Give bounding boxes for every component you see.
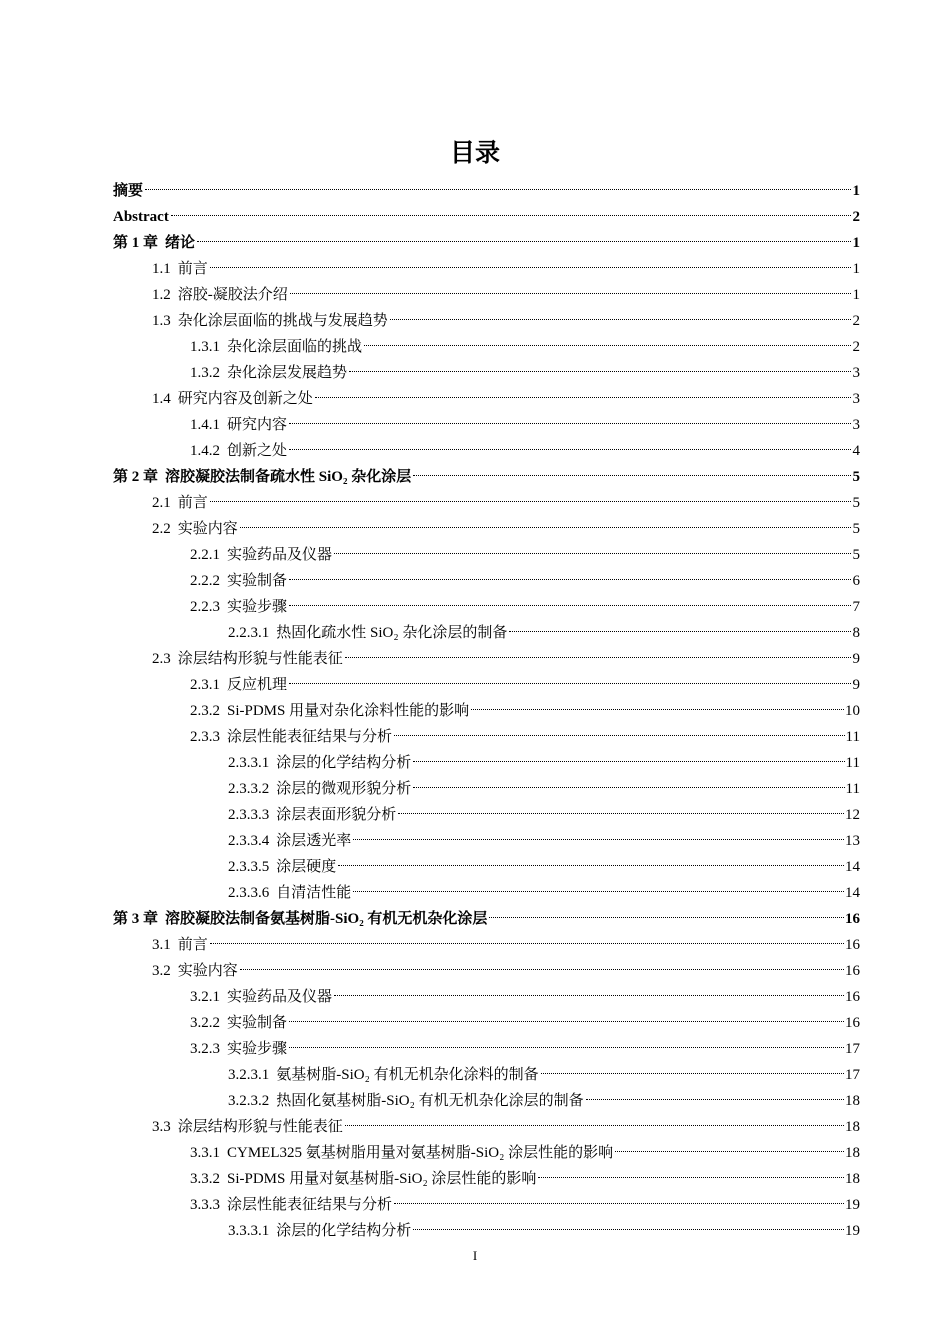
dot-leader xyxy=(390,319,851,320)
page-title: 目录 xyxy=(449,138,500,167)
toc-entry-title: 实验内容 xyxy=(177,963,238,979)
toc-entry-page: 16 xyxy=(845,1015,860,1031)
toc-entry-page: 19 xyxy=(845,1197,860,1213)
toc-entry-title: 涂层的化学结构分析 xyxy=(276,1223,412,1239)
toc-entry-number: 3.3 xyxy=(152,1119,171,1135)
toc-entry[interactable] xyxy=(113,438,860,464)
toc-entry-number: 1.3.2 xyxy=(190,365,220,381)
toc-entry[interactable] xyxy=(113,516,860,542)
toc-entry-number: 1.2 xyxy=(152,287,171,303)
toc-entry[interactable] xyxy=(113,646,860,672)
dot-leader xyxy=(413,761,844,762)
toc-entry[interactable] xyxy=(113,256,860,282)
toc-entry-page: 9 xyxy=(852,677,860,693)
toc-entry-title: 前言 xyxy=(177,495,208,511)
dot-leader xyxy=(315,397,851,398)
toc-entry-title: 前言 xyxy=(177,261,208,277)
toc-entry-number: 2.3.1 xyxy=(190,677,220,693)
dot-leader xyxy=(290,293,851,294)
toc-entry-title: 涂层性能表征结果与分析 xyxy=(227,729,393,745)
dot-leader xyxy=(210,943,844,944)
toc-entry-title: Si-PDMS 用量对杂化涂料性能的影响 xyxy=(227,703,470,719)
toc-entry-title: 涂层透光率 xyxy=(276,833,352,849)
dot-leader xyxy=(349,371,851,372)
toc-entry-page: 8 xyxy=(852,625,860,641)
toc-entry-number: 3.3.2 xyxy=(190,1171,220,1187)
dot-leader xyxy=(145,189,851,190)
toc-entry[interactable] xyxy=(113,1192,860,1218)
dot-leader xyxy=(394,1203,844,1204)
toc-entry-page: 18 xyxy=(845,1119,860,1135)
toc-entry[interactable] xyxy=(113,1114,860,1140)
dot-leader xyxy=(240,527,851,528)
toc-entry-title: 涂层性能表征结果与分析 xyxy=(227,1197,393,1213)
toc-entry-number: 第 2 章 xyxy=(113,469,159,485)
toc-entry[interactable] xyxy=(113,204,860,230)
toc-entry[interactable] xyxy=(113,1140,860,1166)
toc-entry-title: 实验步骤 xyxy=(227,599,288,615)
toc-entry-number: 3.2.1 xyxy=(190,989,220,1005)
toc-entry[interactable] xyxy=(113,334,860,360)
dot-leader xyxy=(489,917,844,918)
toc-entry-page: 7 xyxy=(852,599,860,615)
dot-leader xyxy=(338,865,844,866)
toc-entry[interactable] xyxy=(113,906,860,932)
dot-leader xyxy=(171,215,851,216)
dot-leader xyxy=(586,1099,844,1100)
toc-entry-title: 自清洁性能 xyxy=(276,885,352,901)
dot-leader xyxy=(413,475,851,476)
dot-leader xyxy=(289,1021,844,1022)
toc-entry-title: 实验步骤 xyxy=(227,1041,288,1057)
toc-entry-page: 18 xyxy=(845,1145,860,1161)
toc-entry[interactable] xyxy=(113,386,860,412)
toc-entry-page: 16 xyxy=(845,963,860,979)
toc-entry[interactable] xyxy=(113,1062,860,1088)
dot-leader xyxy=(345,1125,844,1126)
dot-leader xyxy=(289,683,851,684)
toc-entry[interactable] xyxy=(113,568,860,594)
toc-entry-page: 14 xyxy=(845,885,860,901)
toc-entry-title: 前言 xyxy=(177,937,208,953)
dot-leader xyxy=(289,1047,844,1048)
toc-entry-title: 绪论 xyxy=(165,235,196,251)
toc-entry-page: 11 xyxy=(845,729,860,745)
toc-entry-page: 2 xyxy=(852,209,860,225)
toc-entry[interactable] xyxy=(113,282,860,308)
toc-entry-title: 摘要 xyxy=(113,183,144,199)
toc-entry[interactable] xyxy=(113,1088,860,1114)
toc-entry[interactable] xyxy=(113,880,860,906)
toc-entry-page: 16 xyxy=(845,937,860,953)
toc-entry-title: 实验药品及仪器 xyxy=(227,547,333,563)
toc-entry-number: 2.3.3.2 xyxy=(228,781,270,797)
toc-entry-page: 18 xyxy=(845,1171,860,1187)
toc-entry[interactable] xyxy=(113,776,860,802)
toc-entry-number: 1.3.1 xyxy=(190,339,220,355)
toc-entry[interactable] xyxy=(113,958,860,984)
toc-entry-page: 1 xyxy=(852,183,860,199)
toc-entry-title: 溶胶凝胶法制备疏水性 SiO₂ 杂化涂层 xyxy=(165,469,412,485)
dot-leader xyxy=(398,813,844,814)
toc-entry-title: 实验内容 xyxy=(177,521,238,537)
toc-entry-title: 溶胶凝胶法制备氨基树脂-SiO₂ 有机无机杂化涂层 xyxy=(165,911,488,927)
toc-entry-number: 2.1 xyxy=(152,495,171,511)
dot-leader xyxy=(353,839,844,840)
toc-entry-page: 9 xyxy=(852,651,860,667)
dot-leader xyxy=(413,1229,844,1230)
toc-entry[interactable] xyxy=(113,1010,860,1036)
toc-entry-title: 研究内容及创新之处 xyxy=(177,391,313,407)
toc-entry-page: 13 xyxy=(845,833,860,849)
toc-entry[interactable] xyxy=(113,178,860,204)
toc-entry-title: 实验制备 xyxy=(227,1015,288,1031)
toc-entry-page: 10 xyxy=(845,703,860,719)
dot-leader xyxy=(289,449,851,450)
toc-entry-page: 4 xyxy=(852,443,860,459)
toc-entry-title: 涂层表面形貌分析 xyxy=(276,807,397,823)
toc-entry-number: 1.4 xyxy=(152,391,171,407)
toc-entry-number: 1.4.2 xyxy=(190,443,220,459)
toc-entry[interactable] xyxy=(113,932,860,958)
toc-entry-page: 2 xyxy=(852,339,860,355)
toc-entry-title: 杂化涂层发展趋势 xyxy=(227,365,348,381)
toc-entry-title: 反应机理 xyxy=(227,677,288,693)
toc-entry-number: 2.2.3 xyxy=(190,599,220,615)
dot-leader xyxy=(334,553,851,554)
toc-entry-number: 2.2.3.1 xyxy=(228,625,270,641)
toc-entry-number: 1.4.1 xyxy=(190,417,220,433)
dot-leader xyxy=(364,345,851,346)
toc-entry-number: 1.1 xyxy=(152,261,171,277)
toc-entry-page: 1 xyxy=(852,287,860,303)
toc-entry-page: 6 xyxy=(852,573,860,589)
toc-entry-title: 涂层的微观形貌分析 xyxy=(276,781,412,797)
toc-entry-title: 杂化涂层面临的挑战 xyxy=(227,339,363,355)
toc-entry[interactable] xyxy=(113,490,860,516)
toc-entry-page: 18 xyxy=(845,1093,860,1109)
toc-entry[interactable] xyxy=(113,594,860,620)
toc-entry-number: 2.3 xyxy=(152,651,171,667)
dot-leader xyxy=(197,241,851,242)
toc-entry-page: 1 xyxy=(852,235,860,251)
toc-entry[interactable] xyxy=(113,698,860,724)
toc-entry-number: 2.2 xyxy=(152,521,171,537)
toc-entry[interactable] xyxy=(113,828,860,854)
toc-entry-page: 3 xyxy=(852,417,860,433)
toc-entry-page: 11 xyxy=(845,755,860,771)
dot-leader xyxy=(210,501,851,502)
toc-entry-number: 3.3.3 xyxy=(190,1197,220,1213)
toc-entry-title: 实验药品及仪器 xyxy=(227,989,333,1005)
toc-entry-title: 涂层结构形貌与性能表征 xyxy=(177,651,343,667)
toc-entry[interactable] xyxy=(113,620,860,646)
toc-entry-title: 杂化涂层面临的挑战与发展趋势 xyxy=(177,313,388,329)
toc-entry-page: 1 xyxy=(852,261,860,277)
toc-entry-title: 涂层结构形貌与性能表征 xyxy=(177,1119,343,1135)
toc-entry-number: 3.2 xyxy=(152,963,171,979)
toc-entry-page: 11 xyxy=(845,781,860,797)
toc-entry-title: 涂层的化学结构分析 xyxy=(276,755,412,771)
toc-entry[interactable] xyxy=(113,984,860,1010)
toc-entry[interactable] xyxy=(113,464,860,490)
dot-leader xyxy=(538,1177,844,1178)
dot-leader xyxy=(353,891,844,892)
toc-entry[interactable] xyxy=(113,412,860,438)
toc-entry-number: 2.2.2 xyxy=(190,573,220,589)
dot-leader xyxy=(289,423,851,424)
toc-entry[interactable] xyxy=(113,854,860,880)
toc-entry[interactable] xyxy=(113,308,860,334)
toc-entry-title: 氨基树脂-SiO₂ 有机无机杂化涂料的制备 xyxy=(276,1067,539,1083)
toc-entry-number: 第 1 章 xyxy=(113,235,159,251)
toc-entry-number: 2.3.3.3 xyxy=(228,807,270,823)
toc-entry[interactable] xyxy=(113,1218,860,1244)
toc-entry-title: 创新之处 xyxy=(227,443,288,459)
dot-leader xyxy=(345,657,851,658)
toc-entry-page: 3 xyxy=(852,365,860,381)
toc-entry-page: 17 xyxy=(845,1041,860,1057)
toc-entry[interactable] xyxy=(113,360,860,386)
dot-leader xyxy=(509,631,851,632)
toc-entry-page: 5 xyxy=(852,521,860,537)
toc-entry-number: 2.3.3.5 xyxy=(228,859,270,875)
toc-entry-number: 3.2.2 xyxy=(190,1015,220,1031)
toc-entry-number: 2.3.2 xyxy=(190,703,220,719)
toc-entry-page: 5 xyxy=(852,495,860,511)
toc-entry-page: 14 xyxy=(845,859,860,875)
dot-leader xyxy=(334,995,844,996)
toc-entry[interactable] xyxy=(113,724,860,750)
toc-entry-page: 17 xyxy=(845,1067,860,1083)
dot-leader xyxy=(471,709,844,710)
toc-entry-number: 2.3.3 xyxy=(190,729,220,745)
toc-entry-number: 3.3.3.1 xyxy=(228,1223,270,1239)
toc-entry-number: 2.3.3.4 xyxy=(228,833,270,849)
toc-entry-page: 3 xyxy=(852,391,860,407)
toc-entry-page: 19 xyxy=(845,1223,860,1239)
toc-entry-number: 2.3.3.6 xyxy=(228,885,270,901)
toc-entry-page: 5 xyxy=(852,469,860,485)
toc-entry-title: CYMEL325 氨基树脂用量对氨基树脂-SiO₂ 涂层性能的影响 xyxy=(227,1145,614,1161)
dot-leader xyxy=(394,735,845,736)
dot-leader xyxy=(289,579,851,580)
dot-leader xyxy=(240,969,844,970)
toc-entry[interactable] xyxy=(113,542,860,568)
toc-entry-title: 涂层硬度 xyxy=(276,859,337,875)
toc-entry[interactable] xyxy=(113,1036,860,1062)
table-of-contents xyxy=(113,178,860,1244)
page-number: I xyxy=(472,1248,478,1263)
toc-entry-number: 1.3 xyxy=(152,313,171,329)
dot-leader xyxy=(541,1073,844,1074)
toc-entry[interactable] xyxy=(113,1166,860,1192)
toc-entry-page: 2 xyxy=(852,313,860,329)
toc-entry[interactable] xyxy=(113,802,860,828)
toc-entry-number: 2.3.3.1 xyxy=(228,755,270,771)
toc-entry-title: 溶胶-凝胶法介绍 xyxy=(177,287,288,303)
toc-entry-page: 16 xyxy=(845,911,860,927)
dot-leader xyxy=(413,787,844,788)
toc-entry-page: 5 xyxy=(852,547,860,563)
toc-entry-title: Abstract xyxy=(113,209,169,225)
toc-entry-number: 3.2.3.2 xyxy=(228,1093,270,1109)
toc-entry-number: 3.2.3 xyxy=(190,1041,220,1057)
toc-entry-page: 12 xyxy=(845,807,860,823)
toc-entry[interactable] xyxy=(113,230,860,256)
toc-entry-number: 3.2.3.1 xyxy=(228,1067,270,1083)
toc-entry-page: 16 xyxy=(845,989,860,1005)
toc-entry-number: 3.3.1 xyxy=(190,1145,220,1161)
toc-entry-number: 第 3 章 xyxy=(113,911,159,927)
toc-entry-title: 研究内容 xyxy=(227,417,288,433)
toc-entry-number: 2.2.1 xyxy=(190,547,220,563)
toc-entry-title: Si-PDMS 用量对氨基树脂-SiO₂ 涂层性能的影响 xyxy=(227,1171,537,1187)
toc-entry-title: 热固化氨基树脂-SiO₂ 有机无机杂化涂层的制备 xyxy=(276,1093,584,1109)
dot-leader xyxy=(289,605,851,606)
dot-leader xyxy=(615,1151,844,1152)
dot-leader xyxy=(210,267,851,268)
toc-entry-number: 3.1 xyxy=(152,937,171,953)
toc-entry-title: 实验制备 xyxy=(227,573,288,589)
toc-entry[interactable] xyxy=(113,750,860,776)
toc-entry[interactable] xyxy=(113,672,860,698)
toc-entry-title: 热固化疏水性 SiO₂ 杂化涂层的制备 xyxy=(276,625,508,641)
